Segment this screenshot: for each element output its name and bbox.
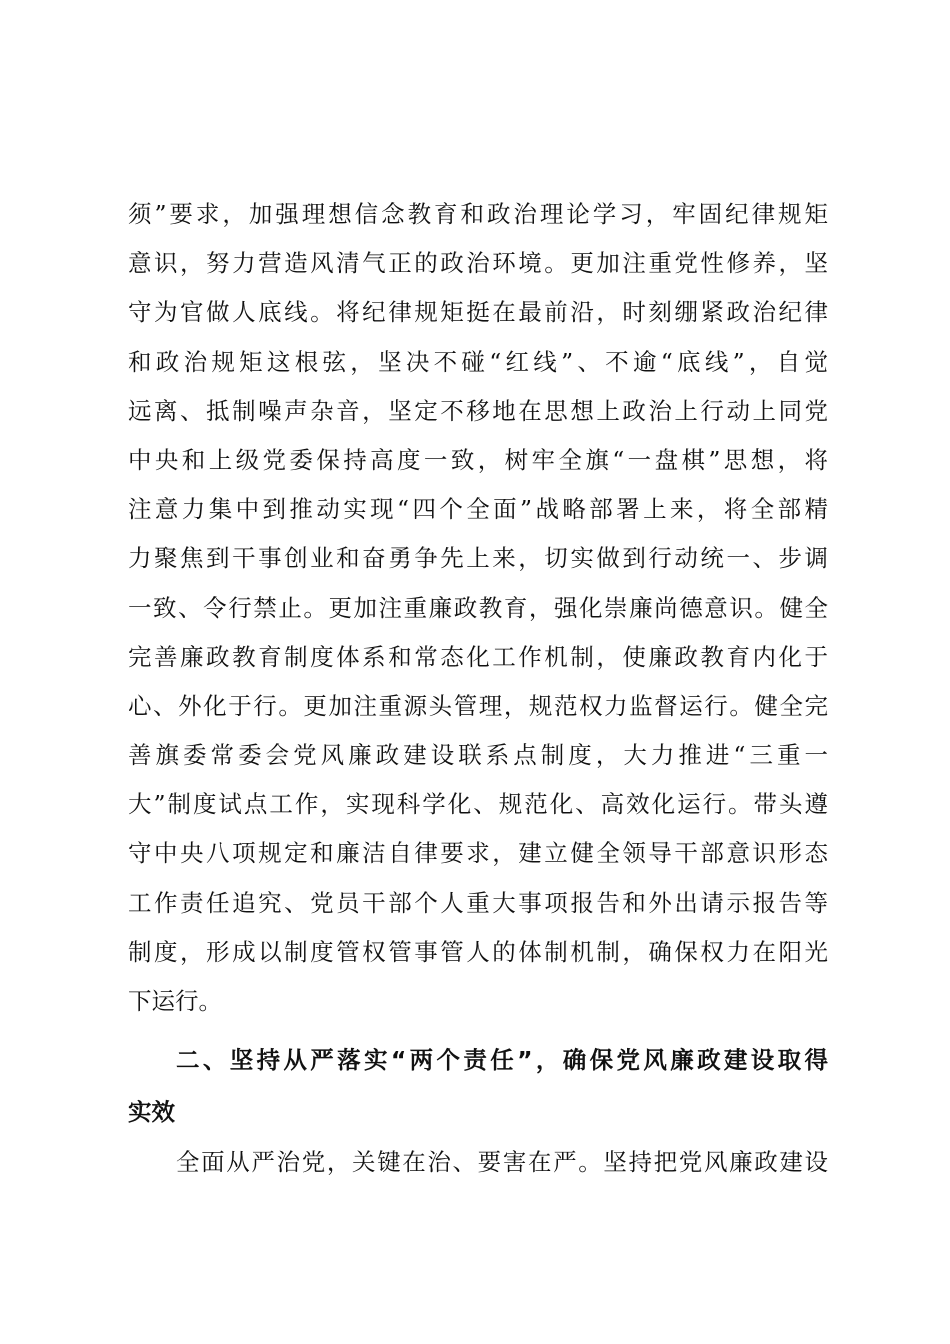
paragraph-line: 意识，努力营造风清气正的政治环境。更加注重党性修养，坚 [128,249,828,278]
paragraph-line: 工作责任追究、党员干部个人重大事项报告和外出请示报告等 [128,888,828,917]
heading-line: 实效 [128,1098,175,1127]
paragraph-line: 注意力集中到推动实现“四个全面”战略部署上来，将全部精 [128,495,828,524]
paragraph-line: 和政治规矩这根弦，坚决不碰“红线”、不逾“底线”，自觉 [128,347,828,376]
paragraph-2 [128,1138,828,1187]
paragraph-line: 守为官做人底线。将纪律规矩挺在最前沿，时刻绷紧政治纪律 [128,298,828,327]
paragraph-line: 心、外化于行。更加注重源头管理，规范权力监督运行。健全完 [128,691,828,720]
paragraph-line: 下运行。 [128,987,222,1015]
paragraph-line: 远离、抵制噪声杂音，坚定不移地在思想上政治上行动上同党 [128,396,828,425]
paragraph-line: 完善廉政教育制度体系和常态化工作机制，使廉政教育内化于 [128,642,828,671]
paragraph-line: 一致、令行禁止。更加注重廉政教育，强化崇廉尚德意识。健全 [128,593,828,622]
paragraph-line: 中央和上级党委保持高度一致，树牢全旗“一盘棋”思想，将 [128,445,828,474]
paragraph-line: 力聚焦到干事创业和奋勇争先上来，切实做到行动统一、步调 [128,544,828,573]
paragraph-spacing [128,1026,828,1034]
paragraph-1 [128,190,828,1026]
paragraph-line: 制度，形成以制度管权管事管人的体制机制，确保权力在阳光 [128,937,828,966]
paragraph-line: 须”要求，加强理想信念教育和政治理论学习，牢固纪律规矩 [128,200,828,228]
paragraph-line: 守中央八项规定和廉洁自律要求，建立健全领导干部意识形态 [128,839,828,868]
section-heading [128,1034,828,1138]
paragraph-line: 大”制度试点工作，实现科学化、规范化、高效化运行。带头遵 [128,790,828,819]
paragraph-line: 全面从严治党，关键在治、要害在严。坚持把党风廉政建设 [176,1148,828,1177]
document-body [128,190,828,1187]
heading-line: 二、坚持从严落实“两个责任”，确保党风廉政建设取得 [176,1046,828,1075]
paragraph-line: 善旗委常委会党风廉政建设联系点制度，大力推进“三重一 [128,741,828,770]
